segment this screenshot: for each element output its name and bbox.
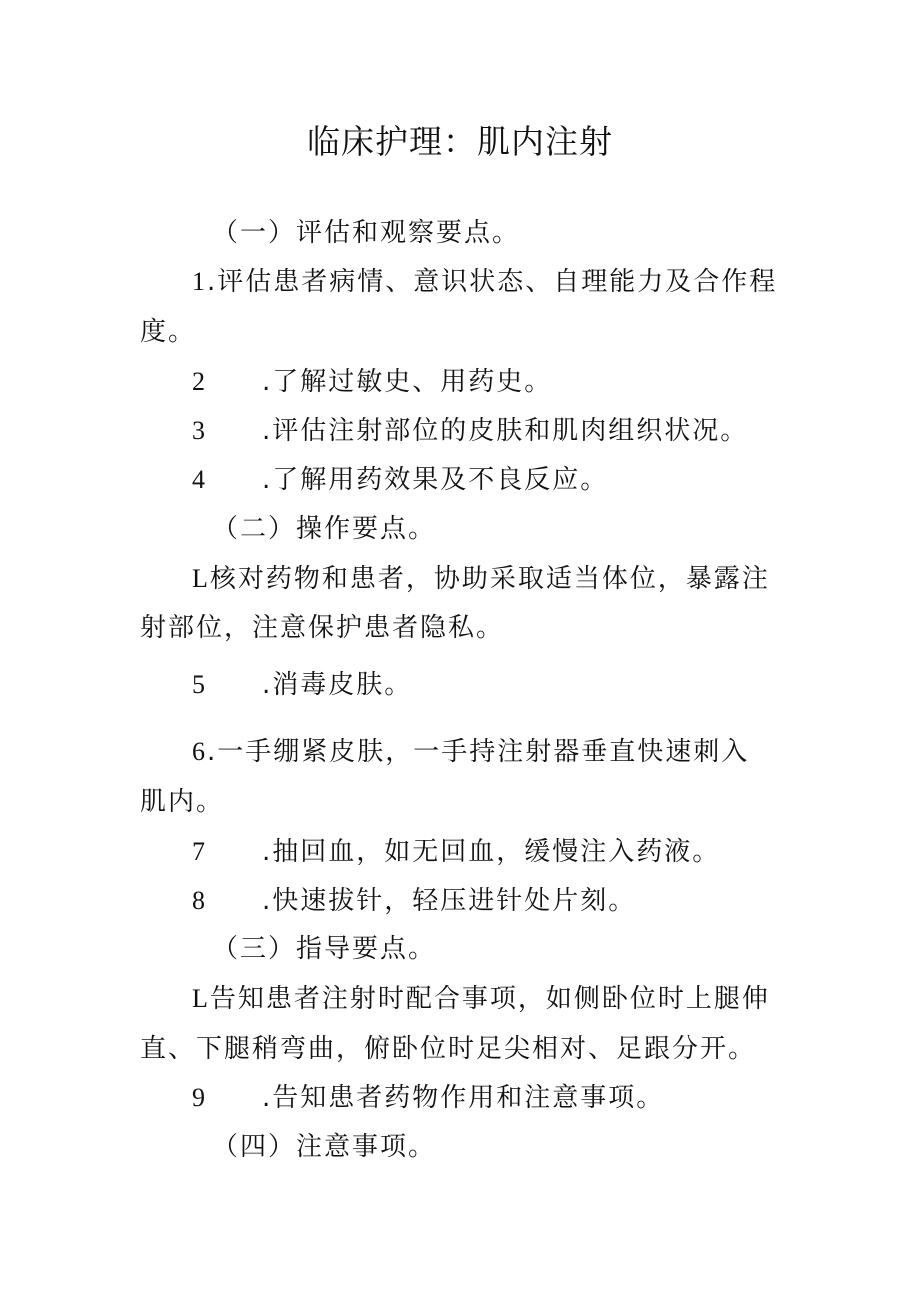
- item-text: .评估患者病情、意识状态、自理能力及合作程: [207, 267, 778, 297]
- item-number: 2: [192, 367, 207, 396]
- list-item: [192, 462, 608, 498]
- section-heading-guidance: （三）指导要点。: [212, 934, 437, 964]
- item-number: 3: [192, 416, 207, 445]
- item-text: .一手绷紧皮肤，一手持注射器垂直快速刺入: [207, 737, 750, 767]
- item-number: 6: [192, 737, 207, 766]
- item-number: 4: [192, 465, 207, 494]
- item-number: 9: [192, 1083, 207, 1112]
- item-text: 告知患者注射时配合事项，如侧卧位时上腿伸: [209, 984, 770, 1014]
- document-title: 临床护理：肌内注射: [307, 122, 613, 161]
- list-item: [192, 413, 748, 449]
- item-number: 1: [192, 267, 207, 296]
- item-text: .评估注射部位的皮肤和肌肉组织状况。: [262, 416, 749, 446]
- list-item: [192, 883, 636, 919]
- list-item: [192, 667, 412, 703]
- list-item-continuation: 直、下腿稍弯曲，俯卧位时足尖相对、足跟分开。: [140, 1034, 757, 1064]
- list-item: [192, 364, 552, 400]
- item-text: .快速拔针，轻压进针处片刻。: [262, 886, 637, 916]
- item-number: L: [192, 984, 210, 1013]
- item-number: 5: [192, 670, 207, 699]
- list-item: [192, 834, 720, 870]
- list-item: [192, 981, 770, 1017]
- item-number: L: [192, 564, 210, 593]
- section-heading-assessment: （一）评估和观察要点。: [212, 218, 521, 248]
- list-item-continuation: 射部位，注意保护患者隐私。: [140, 613, 505, 643]
- item-text: .告知患者药物作用和注意事项。: [262, 1083, 665, 1113]
- list-item: [192, 264, 777, 300]
- item-text: .了解过敏史、用药史。: [262, 367, 553, 397]
- item-text: .了解用药效果及不良反应。: [262, 465, 609, 495]
- section-heading-operation: （二）操作要点。: [212, 514, 437, 544]
- list-item-continuation: 肌内。: [140, 787, 225, 817]
- item-text: .抽回血，如无回血，缓慢注入药液。: [262, 837, 721, 867]
- item-number: 7: [192, 837, 207, 866]
- list-item: [192, 734, 749, 770]
- section-heading-precautions: （四）注意事项。: [212, 1132, 437, 1162]
- list-item-continuation: 度。: [140, 317, 197, 347]
- list-item: [192, 561, 770, 597]
- list-item: [192, 1080, 664, 1116]
- item-number: 8: [192, 886, 207, 915]
- item-text: .消毒皮肤。: [262, 670, 413, 700]
- item-text: 核对药物和患者，协助采取适当体位，暴露注: [209, 564, 770, 594]
